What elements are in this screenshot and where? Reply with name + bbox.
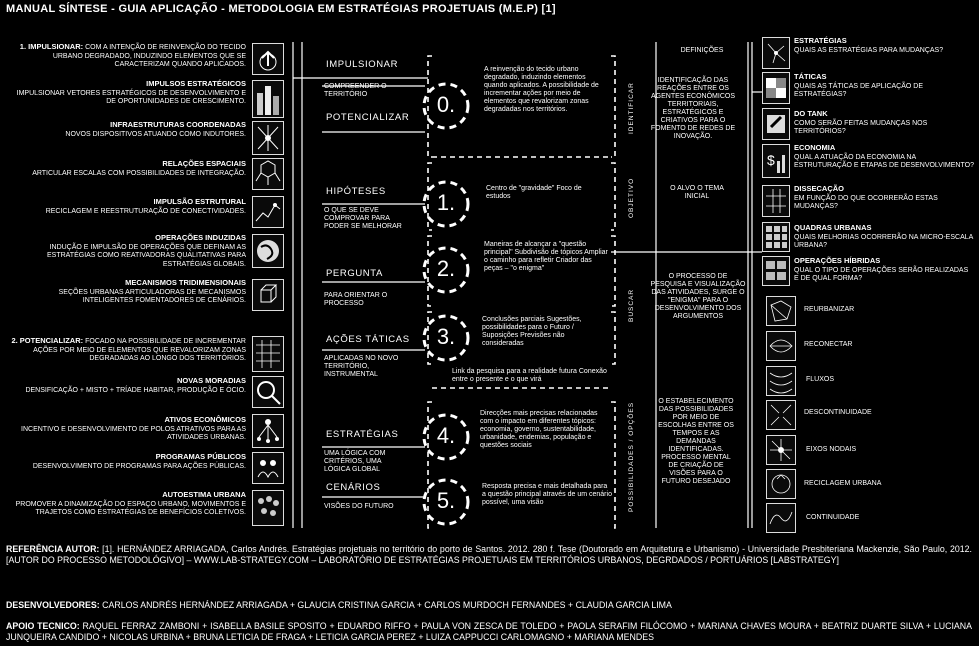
- reciclagem-icon: [766, 469, 796, 499]
- left-block-impulsionar: 1. IMPULSIONAR: COM A INTENÇÃO DE REINVENÇÃO DO TECIDO URBANO DEGRADADO, INDUZINDO ELEMENTOS QUE SE CARACTERIZAM QUANDO APLICADOS.: [19, 42, 246, 68]
- left-block-impulsao: IMPULSÃO ESTRUTURAL RECICLAGEM E REESTRUTURAÇÃO DE CONECTIVIDADES.: [45, 197, 246, 215]
- middle-identificacao: IDENTIFICAÇÃO DAS REAÇÕES ENTRE OS AGENTES ECONÔMICOS TERRITORIAIS, ESTRATÉGICOS E CRIATIVOS PARA O FOMENTO DE REDES DE INOVAÇÃO.: [650, 77, 736, 140]
- step-number-2: 2.: [436, 256, 456, 281]
- magnifier-icon: [252, 376, 284, 408]
- step-label-cenarios: CENÁRIOS: [326, 482, 381, 493]
- left-block-infraestruturas: INFRAESTRUTURAS COORDENADAS NOVOS DISPOSITIVOS ATUANDO COMO INDUTORES.: [65, 120, 246, 138]
- left-block-programas: PROGRAMAS PÚBLICOS DESENVOLVIMENTO DE PROGRAMAS PARA AÇÕES PÚBLICAS.: [32, 452, 246, 470]
- op-label-reciclagem: RECICLAGEM URBANA: [804, 480, 882, 487]
- vertical-label-possibilidades: POSSIBILIDADES / OPÇÕES: [628, 401, 635, 512]
- footer-reference: REFERÊNCIA AUTOR: [1]. HERNÁNDEZ ARRIAGADA, Carlos Andrés. Estratégias projetuais no território do porto de Santos. 2012. 280 f. Tese (Doutorado em Arquitetura e Urbanismo) - Universidade Presbiteriana Mackenzie, São Paulo, 2012. [AUTOR DO PROCESSO METODOLÓGIVO] – WWW.LAB-STRATEGY.COM – LABORATÓRIO DE ESTRATÉGIAS PROJETUAIS EM TERRITÓRIOS URBANOS, DEGRDADOS / PORTUÁRIOS [LABSTRATEGY]: [6, 544, 972, 565]
- step-sub-pergunta: PARA ORIENTAR O PROCESSO: [324, 292, 388, 307]
- right-block-economia: ECONOMIA QUAL A ATUAÇÃO DA ECONOMIA NA ESTRUTURAÇÃO E ETAPAS DE DESENVOLVIMENTO?: [794, 143, 974, 169]
- hexagon-icon: [252, 158, 284, 190]
- cube-icon: [252, 279, 284, 311]
- step-desc-2: Maneiras de alcançar a "questão principal" Subdivisão de tópicos Ampliar o caminho para refletir Criador das peças – "o enigma": [484, 241, 608, 272]
- tank-icon: [762, 108, 790, 140]
- step-label-potencializar: POTENCIALIZAR: [326, 112, 410, 123]
- step-number-0: 0.: [436, 92, 456, 117]
- economy-icon: [762, 144, 790, 178]
- middle-alvo: O ALVO O TEMA INICIAL: [670, 185, 724, 200]
- step-desc-1: Centro de "gravidade" Foco de estudos: [486, 185, 582, 200]
- op-label-reconectar: RECONECTAR: [804, 341, 853, 348]
- step-label-acoes: AÇÕES TÁTICAS: [326, 334, 410, 345]
- blocks-icon: [762, 222, 790, 252]
- page-title: MANUAL SÍNTESE - GUIA APLICAÇÃO - METODOLOGIA EM ESTRATÉGIAS PROJETUAIS (M.E.P) [1]: [6, 3, 556, 15]
- grid-icon: [252, 336, 284, 372]
- continuidade-icon: [766, 503, 796, 533]
- left-block-impulsos: IMPULSOS ESTRATÉGICOS IMPULSIONAR VETORES ESTRATÉGICOS DE DESENVOLVIMENTO E DE OPORTUNIDADES DE CRESCIMENTO.: [16, 79, 246, 105]
- step-desc-5: Resposta precisa e mais detalhada para a questão principal através de um cenário possível, uma visão: [482, 483, 612, 506]
- step-label-pergunta: PERGUNTA: [326, 268, 383, 279]
- right-block-taticas: TÁTICAS QUAIS AS TÁTICAS DE APLICAÇÃO DE ESTRATÉGIAS?: [794, 72, 924, 98]
- left-block-moradias: NOVAS MORADIAS DENSIFICAÇÃO + MISTO + TRÍADE HABITAR, PRODUÇÃO E ÓCIO.: [25, 376, 246, 394]
- right-block-estrategias: ESTRATÉGIAS QUAIS AS ESTRATÉGIAS PARA MUDANÇAS?: [794, 36, 944, 54]
- middle-estabelecimento: O ESTABELECIMENTO DAS POSSIBILIDADES POR MEIO DE ESCOLHAS ENTRE OS TEMPOS E AS DEMANDAS IDENTIFICADAS. PROCESSO MENTAL DE CRIAÇÃO DE VISÕES PARA O FUTURO DESEJADO: [658, 398, 734, 485]
- left-block-relacoes: RELAÇÕES ESPACIAIS ARTICULAR ESCALAS COM POSSIBILIDADES DE INTEGRAÇÃO.: [32, 159, 246, 177]
- buildings-icon: [252, 80, 284, 118]
- step-number-4: 4.: [436, 423, 456, 448]
- right-block-hibridas: OPERAÇÕES HÍBRIDAS QUAL O TIPO DE OPERAÇÕES SERÃO REALIZADAS E DE QUAL FORMA?: [794, 256, 969, 282]
- op-label-eixos-nodais: EIXOS NODAIS: [806, 446, 857, 453]
- op-label-descontinuidade: DESCONTINUIDADE: [804, 409, 872, 416]
- vertical-label-identificar: IDENTIFICAR: [628, 82, 635, 134]
- step-label-estrategias: ESTRATÉGIAS: [326, 429, 399, 440]
- left-block-operacoes: OPERAÇÕES INDUZIDAS INDUÇÃO E IMPULSÃO DE OPERAÇÕES QUE DEFINAM AS ESTRATÉGIAS COMO REATIVADORAS QUALITATIVAS PARA ESTRATÉGIAS GLOBAIS.: [46, 233, 246, 268]
- step-label-impulsionar: IMPULSIONAR: [326, 59, 399, 70]
- right-block-quadras: QUADRAS URBANAS QUAIS MELHORIAS OCORRERÃO NA MICRO-ESCALA URBANA?: [794, 223, 973, 249]
- left-block-potencializar: 2. POTENCIALIZAR: FOCADO NA POSSIBILIDADE DE INCREMENTAR AÇÕES POR MEIO DE ELEMENTOS QUE REVALORIZAM ZONAS DEGRADADAS AO LONGO DOS TERRITÓRIOS.: [11, 336, 246, 362]
- step-desc-3: Conclusões parciais Sugestões, possibilidades para o Futuro / Suposições Previsões não consideradas: [482, 316, 582, 347]
- step-label-hipoteses: HIPÓTESES: [326, 186, 386, 197]
- step-desc-0: A reinvenção do tecido urbano degradado, induzindo elementos quando aplicados. A possibilidade de incrementar ações por meio de elementos que revalorizam zonas degradadas nos territórios.: [484, 66, 599, 113]
- step-desc-4: Direcções mais precisas relacionadas com o impacto em diferentes tópicos: economia, governo, sustentabilidade, urbanidade, endemias, população e questões sociais: [480, 410, 598, 449]
- svg-text:$: $: [767, 152, 775, 168]
- step-number-5: 5.: [436, 488, 456, 513]
- reurbanizar-icon: [766, 296, 796, 326]
- middle-definicoes: DEFINIÇÕES: [680, 47, 724, 54]
- op-label-reurbanizar: REURBANIZAR: [804, 306, 855, 313]
- vertical-label-buscar: BUSCAR: [628, 288, 635, 322]
- link-text: Link da pesquisa para a realidade futura Conexão entre o presente e o que virá: [452, 368, 607, 383]
- fluxos-icon: [766, 366, 796, 396]
- footer-support: APOIO TECNICO: RAQUEL FERRAZ ZAMBONI + ISABELLA BASILE SPOSITO + EDUARDO RIFFO + PAULA VON ZESCA DE TOLEDO + PAOLA SERAFIM FILÓCOMO + MARIANA CHAVES MOURA + BEATRIZ DUARTE SILVA + LUCIANA JUNQUEIRA CANDIDO + NICOLAS URBINA + BRUNA LETICIA DE FRAGA + LETICIA GARCIA PEREZ + LUIZA CAPPUCCI CARLOMAGNO + MARIANA MENDES: [6, 621, 973, 642]
- network-icon: [252, 121, 284, 155]
- op-label-fluxos: FLUXOS: [806, 376, 835, 383]
- people-icon: [252, 452, 284, 484]
- dissection-icon: [762, 185, 790, 217]
- right-block-do-tank: DO TANK COMO SERÃO FEITAS MUDANÇAS NOS TERRITÓRIOS?: [794, 109, 928, 135]
- eixos-nodais-icon: [766, 435, 796, 465]
- tree-icon: [252, 414, 284, 448]
- graph-icon: [252, 196, 284, 228]
- vertical-label-objetivo: OBJETIVO: [628, 177, 635, 218]
- step-number-1: 1.: [436, 190, 456, 215]
- left-block-ativos: ATIVOS ECONÔMICOS INCENTIVO E DESENVOLVIMENTO DE POLOS ATRATIVOS PARA AS ATIVIDADES URBANAS.: [21, 415, 246, 441]
- reconectar-icon: [766, 331, 796, 361]
- step-sub-acoes: APLICADAS NO NOVO TERRITÓRIO, INSTRUMENTAL: [324, 355, 399, 378]
- footer-developers: DESENVOLVEDORES: CARLOS ANDRÉS HERNÁNDEZ ARRIAGADA + GLAUCIA CRISTINA GARCIA + CARLOS MURDOCH FERNANDES + CLAUDIA GARCIA LIMA: [6, 600, 672, 610]
- step-number-3: 3.: [436, 324, 456, 349]
- op-label-continuidade: CONTINUIDADE: [806, 514, 860, 521]
- globe-icon: [252, 234, 284, 268]
- step-sub-hipoteses: O QUE SE DEVE COMPROVAR PARA PODER SE MELHORAR: [324, 207, 402, 230]
- step-sub-cenarios: VISÕES DO FUTURO: [324, 503, 394, 510]
- upload-icon: [252, 43, 284, 75]
- right-block-dissecacao: DISSECAÇÃO EM FUNÇÃO DO QUE OCORRERÃO ESTAS MUDANÇAS?: [794, 184, 938, 210]
- left-block-mecanismos: MECANISMOS TRIDIMENSIONAIS SEÇÕES URBANAS ARTICULADORAS DE MECANISMOS INTELIGENTES FOMENTADORES DE CENÁRIOS.: [58, 278, 246, 304]
- chess-icon: [762, 72, 790, 104]
- middle-processo: O PROCESSO DE PESQUISA E VISUALIZAÇÃO DAS ATIVIDADES, SURGE O "ENIGMA" PARA O DESENVOLVIMENTO DOS ARGUMENTOS: [650, 273, 746, 320]
- descontinuidade-icon: [766, 400, 796, 430]
- constellation-icon: [762, 37, 790, 69]
- crowd-icon: [252, 490, 284, 526]
- left-block-autoestima: AUTOESTIMA URBANA PROMOVER A DINAMIZAÇÃO DO ESPAÇO URBANO, MOVIMENTOS E TRAJETOS COMO ESTRATÉGIAS DE BENEFÍCIOS COLETIVOS.: [15, 490, 246, 516]
- hybrid-icon: [762, 256, 790, 286]
- step-sub-impulsionar: COMPREENDER O TERRITÓRIO: [324, 83, 387, 98]
- step-sub-estrategias: UMA LÓGICA COM CRITÉRIOS, UMA LÓGICA GLOBAL: [324, 450, 386, 473]
